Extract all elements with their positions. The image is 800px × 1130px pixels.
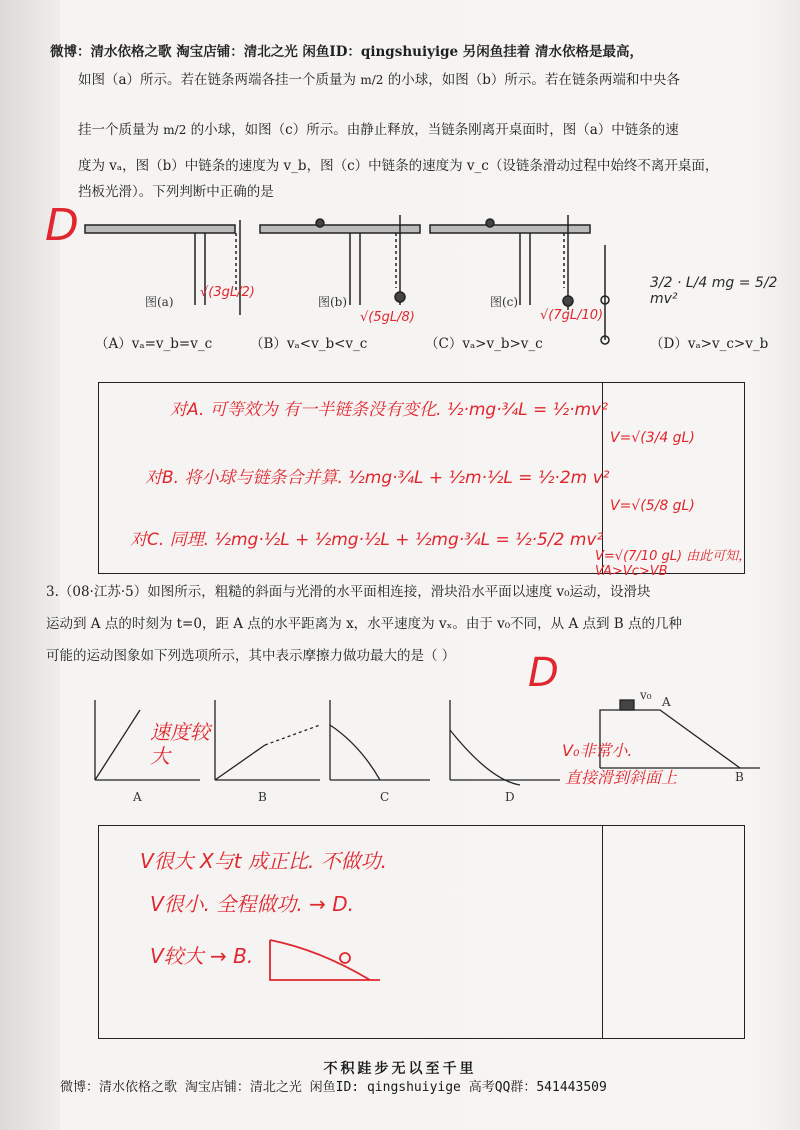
q2-line3: 度为 vₐ，图（b）中链条的速度为 v_b，图（c）中链条的速度为 v_c（设链条滑动过程中始终不离开桌面，: [78, 158, 719, 174]
q3-note-v0-small: V₀非常小.: [562, 741, 633, 760]
q2-sqrt-c: √(7gL/10): [540, 308, 604, 323]
q3-line2: 运动到 A 点的时刻为 t=0，距 A 点的水平距离为 x，水平速度为 vₓ。由于 v₀不同，从 A 点到 B 点的几种: [46, 616, 682, 632]
q2-option-b: （B）vₐ<v_b<v_c: [250, 336, 368, 352]
q3-graph-c-label: C: [380, 790, 390, 804]
fig-b-label: 图(b): [318, 295, 348, 309]
q2-note-c: 对C. 同理. ½mg·½L + ½mg·½L + ½mg·¾L = ½·5/2 mv²: [130, 530, 604, 550]
q2-note-b: 对B. 将小球与链条合并算. ½mg·¾L + ½m·½L = ½·2m v²: [145, 468, 610, 488]
q3-point-b: B: [735, 770, 744, 784]
q3-answer-mark: D: [528, 650, 559, 696]
q3-note-slide: 直接滑到斜面上: [565, 768, 678, 787]
q2-sqrt-a: √(3gL/2): [200, 285, 255, 300]
q3-line3: 可能的运动图象如下列选项所示，其中表示摩擦力做功最大的是（ ）: [46, 648, 456, 664]
q2-option-c: （C）vₐ>v_b>v_c: [425, 336, 543, 352]
page-binding-shadow: [0, 0, 60, 1130]
q3-sketch-slope: [260, 930, 460, 1000]
q2-note-a-result: V=√(3/4 gL): [610, 430, 695, 446]
q2-option-d: （D）vₐ>v_c>v_b: [650, 336, 769, 352]
q2-note-a: 对A. 可等效为 有一半链条没有变化. ½·mg·¾L = ½·mv²: [170, 400, 608, 420]
q3-box-divider: [602, 825, 603, 1039]
fig-a-label: 图(a): [145, 295, 174, 309]
q2-line4: 挡板光滑）。下列判断中正确的是: [78, 184, 274, 200]
q2-frac: m/2: [360, 73, 384, 87]
q2-line1b: 的小球，如图（b）所示。若在链条两端和中央各: [387, 72, 680, 88]
q2-side-equation: 3/2 · L/4 mg = 5/2 mv²: [650, 275, 778, 307]
fig-c-label: 图(c): [490, 295, 519, 309]
q3-note-line-big: V很大 X与t 成正比. 不做功.: [140, 849, 388, 873]
q2-answer-mark: D: [45, 200, 79, 251]
q3-line1: 3.（08·江苏·5）如图所示，粗糙的斜面与光滑的水平面相连接，滑块沿水平面以速度 v₀运动，设滑块: [46, 584, 651, 600]
q3-graph-d-label: D: [505, 790, 515, 804]
q3-graph-a-label: A: [133, 790, 142, 804]
footer-motto: 不积跬步无以至千里: [323, 1061, 477, 1077]
q2-option-a: （A）vₐ=v_b=v_c: [95, 336, 213, 352]
q3-note-line-mid: V较大 → B.: [150, 944, 254, 968]
q3-point-a: A: [662, 695, 671, 709]
q3-note-line-small: V很小. 全程做功. → D.: [150, 892, 354, 916]
q2-line1: [78, 70, 680, 90]
q2-sqrt-b: √(5gL/8): [360, 310, 415, 325]
q2-note-c-result: V=√(7/10 gL) 由此可知，VA>Vc>VB: [595, 549, 752, 579]
q3-graph-b-label: B: [258, 790, 267, 804]
page-header: 微博：清水依格之歌 淘宝店铺：清北之光 闲鱼ID：qingshuiyige 另闲鱼挂着 清水依格是最高，: [50, 44, 644, 60]
q3-graphs: [0, 690, 800, 820]
footer-info: 微博：清水依格之歌 淘宝店铺：清北之光 闲鱼ID: qingshuiyige 高考QQ群：541443509: [60, 1080, 607, 1095]
q2-line1-text: 如图（a）所示。若在链条两端各挂一个质量为: [78, 72, 357, 88]
q2-note-b-result: V=√(5/8 gL): [610, 498, 695, 514]
q2-line2: [78, 120, 679, 140]
q3-note-speed-big: 速度较大: [150, 720, 210, 768]
q2-line2b: 的小球，如图（c）所示。由静止释放，当链条刚离开桌面时，图（a）中链条的速: [190, 122, 679, 138]
q3-v0-label: v₀: [640, 688, 652, 702]
q2-frac-2: m/2: [163, 123, 187, 137]
q2-line2-text: 挂一个质量为: [78, 122, 159, 138]
